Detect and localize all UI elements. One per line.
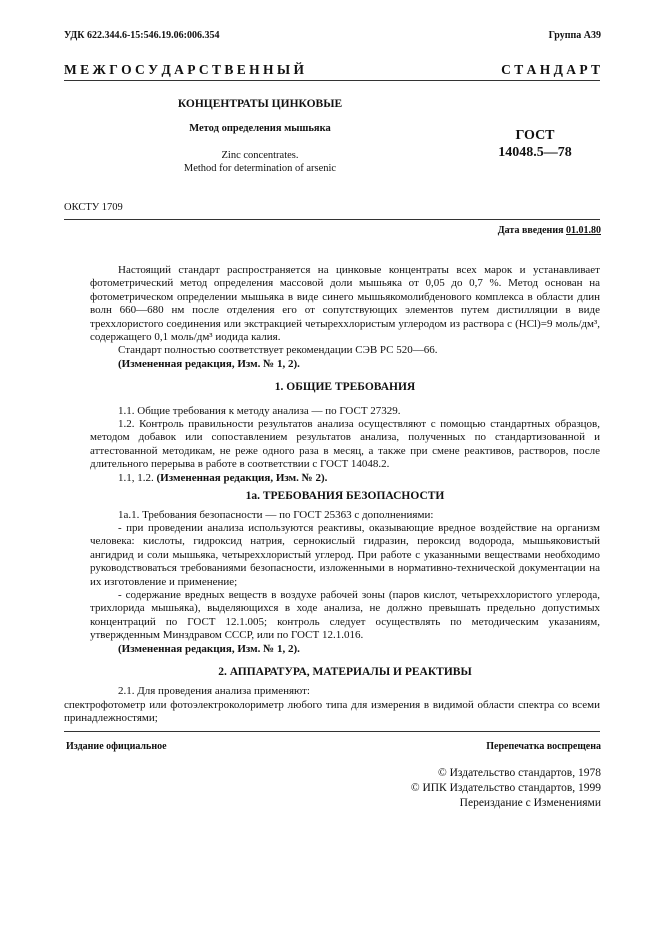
effective-date-label: Дата введения bbox=[497, 225, 566, 236]
clause-1-1: 1.1. Общие требования к методу анализа — по ГОСТ 27329. bbox=[118, 404, 401, 417]
copyright-1978: © Издательство стандартов, 1978 bbox=[437, 767, 601, 779]
reissue-note: Переиздание с Изменениями bbox=[459, 797, 601, 809]
doc-title: КОНЦЕНТРАТЫ ЦИНКОВЫЕ bbox=[177, 98, 343, 110]
gost-number bbox=[470, 127, 600, 161]
clause-1-amend-text: (Измененная редакция, Изм. № 2). bbox=[156, 471, 328, 484]
oksu-rule bbox=[64, 219, 600, 220]
gost-label: ГОСТ bbox=[515, 128, 555, 143]
en-title-line2: Method for determination of arsenic bbox=[183, 163, 337, 174]
official-edition: Издание официальное bbox=[66, 741, 167, 752]
clause-1a-amendment: (Измененная редакция, Изм. № 1, 2). bbox=[118, 642, 300, 655]
gost-code: 14048.5—78 bbox=[498, 145, 572, 160]
clause-2-1: 2.1. Для проведения анализа применяют: bbox=[118, 685, 310, 698]
intro-paragraph: Настоящий стандарт распространяется на цинковые концентраты всех марок и устанавливает фотометрический метод определения массовой доли мышьяка от 0,05 до 0,7 %. Метод основан на фотометрическом определении мышьяка в виде синего мышьякомолибденового комплекса в области длин волн 660—680 нм после отделения его от сопутствующих элементов путем дистилляции в виде треххлористого соединения или экстракцией четыреххлористым углеродом из раствора c (HCl)=9 моль/дм³, содержащего 0,1 моль/дм³ иодида калия. bbox=[90, 264, 600, 344]
udc-code: УДК 622.344.6-15:546.19.06:006.354 bbox=[64, 30, 220, 41]
effective-date-value: 01.01.80 bbox=[566, 225, 601, 236]
intro-amendment: (Измененная редакция, Изм. № 1, 2). bbox=[118, 357, 300, 370]
clause-2-1-spectrophotometer: спектрофотометр или фотоэлектроколориметр любого типа для измерения в видимой области спектра со всеми принадлежностями; bbox=[64, 698, 600, 725]
clause-1a-air: - содержание вредных веществ в воздухе рабочей зоны (паров кислот, четыреххлористого углерода, трихлорида мышьяка), выделяющихся в ходе анализа, не должно превышать предельно допустимых концентраций по ГОСТ 12.1.005; контроль следует осуществлять по методическим указаниям, утвержденным Минздравом СССР, или по ГОСТ 12.1.016. bbox=[90, 588, 600, 642]
clause-1-amend-ref: 1.1, 1.2. bbox=[118, 471, 157, 484]
banner-word-standard: С Т А Н Д А Р Т bbox=[501, 62, 600, 77]
clause-1a-reagents: - при проведении анализа используются реактивы, оказывающие вредное воздействие на организм человека: кислоты, гидроксид натрия, сернокислый гидразин, пероксид водорода, мышьяковистый ангидрид и соли мышьяка, четыреххлористый углерод. При работе с указанными веществами необходимо руководствоваться требованиями безопасности, изложенными в нормативно-технической документации на их изготовление и применение; bbox=[90, 521, 600, 588]
en-title-line1: Zinc concentrates. bbox=[221, 150, 299, 161]
footer-rule bbox=[64, 731, 600, 732]
effective-date bbox=[498, 225, 601, 236]
group-code: Группа А39 bbox=[548, 30, 601, 41]
copyright-1999: © ИПК Издательство стандартов, 1999 bbox=[410, 782, 601, 794]
oksu-code: ОКСТУ 1709 bbox=[64, 202, 123, 213]
banner-rule bbox=[64, 80, 600, 81]
doc-subtitle: Метод определения мышьяка bbox=[189, 123, 331, 134]
clause-1-2: 1.2. Контроль правильности результатов анализа осуществляют с помощью стандартных образцов, методом добавок или сопоставлением результатов анализа, полученных по стандартизованной и аттестованной методикам, не реже одного раза в месяц, а также при смене реактивов, растворов, после длительного перерыва в работе в соответствии с ГОСТ 14048.2. bbox=[90, 418, 600, 471]
copyright-block bbox=[411, 766, 601, 811]
document-body bbox=[64, 264, 600, 726]
section-2-heading: 2. АППАРАТУРА, МАТЕРИАЛЫ И РЕАКТИВЫ bbox=[218, 665, 472, 678]
section-1a-heading: 1а. ТРЕБОВАНИЯ БЕЗОПАСНОСТИ bbox=[245, 490, 445, 503]
clause-1a-1: 1а.1. Требования безопасности — по ГОСТ 25363 с дополнениями: bbox=[118, 508, 434, 521]
standard-banner bbox=[64, 62, 600, 78]
banner-word-interstate: М Е Ж Г О С У Д А Р С Т В Е Н Н Ы Й bbox=[64, 62, 305, 77]
section-1-heading: 1. ОБЩИЕ ТРЕБОВАНИЯ bbox=[274, 381, 416, 394]
clause-1-amendment bbox=[90, 472, 600, 485]
intro-sev-paragraph: Стандарт полностью соответствует рекомендации СЭВ РС 520—66. bbox=[118, 344, 438, 357]
doc-title-english bbox=[110, 149, 410, 175]
reprint-prohibited: Перепечатка воспрещена bbox=[486, 741, 601, 752]
